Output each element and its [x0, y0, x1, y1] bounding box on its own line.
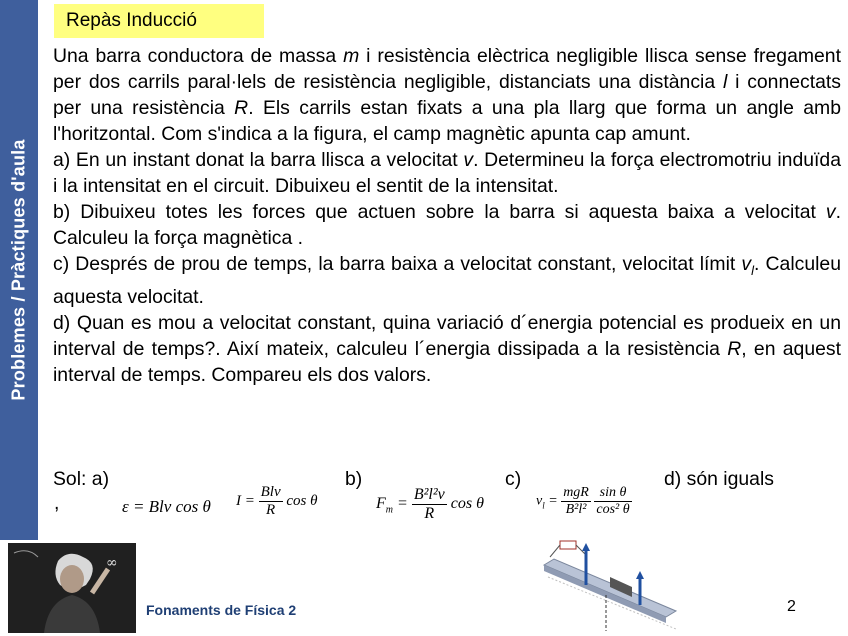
formula-limit-velocity: [536, 485, 632, 518]
title-highlight: [54, 4, 264, 38]
formula-force-numerator: B²l²v: [413, 486, 445, 503]
slide-title: Repàs Inducció: [66, 10, 197, 31]
text-segment: i connectats per una resistència: [53, 71, 841, 119]
text-segment: Una barra conductora de massa: [53, 45, 344, 67]
svg-text:∞: ∞: [106, 555, 118, 571]
sidebar: [0, 0, 38, 540]
paragraph: [53, 199, 841, 251]
solution-label: Sol: a): [53, 468, 110, 490]
formula-velocity-subscript: l: [542, 500, 545, 511]
italic-symbol: v: [741, 253, 752, 275]
formula-velocity-denominator-1: B²l²: [565, 502, 587, 517]
italic-symbol: R: [727, 337, 742, 360]
formula-current-lhs: I =: [236, 492, 255, 509]
text-segment: b) Dibuixeu totes les forces que actuen sobre la barra si aquesta baixa a velocitat: [53, 201, 826, 223]
solution-d-label: d) són iguals: [664, 468, 774, 490]
solution-c-label: c): [505, 468, 522, 490]
page-number: 2: [787, 598, 796, 615]
inclined-rails-figure: [540, 535, 680, 635]
footer-course-title: Fonaments de Física 2: [146, 602, 297, 618]
italic-symbol: v: [463, 149, 474, 171]
formula-force-fraction: [412, 486, 447, 523]
formula-force-denominator: R: [424, 505, 435, 522]
formula-emf: ε = Blv cos θ: [122, 497, 211, 516]
paragraph: [53, 147, 841, 199]
formula-velocity-equals: =: [548, 493, 558, 509]
formula-velocity-numerator-2: sin θ: [594, 485, 631, 502]
text-segment: . Calculeu aquesta velocitat.: [53, 253, 841, 308]
formula-force-equals: =: [397, 495, 408, 513]
einstein-photo: [8, 543, 136, 633]
italic-symbol: v: [825, 201, 836, 223]
text-segment: c) Després de prou de temps, la barra baixa a velocitat constant, velocitat límit: [53, 253, 742, 275]
solution-comma: ,: [54, 492, 60, 514]
formula-current-numerator: Blv: [260, 484, 281, 500]
text-segment: , en aquest interval de temps. Compareu els dos valors.: [53, 337, 841, 386]
sidebar-label: Problemes / Pràctiques d'aula: [8, 139, 29, 401]
text-segment: . Determineu la força electromotriu induïda i la intensitat en el circuit. Dibuixeu el sentit de la intensitat.: [53, 149, 841, 197]
formula-force-symbol: F: [376, 495, 386, 513]
formula-velocity-symbol: v: [536, 493, 543, 509]
formula-velocity-numerator-1: mgR: [563, 485, 589, 500]
text-segment: d) Quan es mou a velocitat constant, quina variació d´energia potencial es produeix en un interval de temps?. Així mateix, calculeu l´energia dissipada a la resistència: [53, 311, 841, 360]
text-segment: . Calculeu la força magnètica .: [53, 201, 841, 249]
italic-symbol: m: [343, 45, 360, 67]
formula-velocity-fraction-2: [594, 485, 631, 518]
italic-symbol: l: [751, 262, 755, 278]
formula-force-subscript: m: [385, 504, 394, 516]
formula-velocity-denominator-2: cos² θ: [596, 502, 630, 517]
formula-force-cos: cos θ: [450, 495, 484, 513]
text-segment: a) En un instant donat la barra llisca a velocitat: [53, 149, 464, 171]
problem-statement: [53, 43, 841, 388]
formula-current: [236, 484, 318, 519]
solution-b-label: b): [345, 468, 363, 490]
formula-magnetic-force: [376, 486, 484, 523]
formula-current-denominator: R: [266, 502, 276, 518]
text-segment: i resistència elèctrica negligible llisca sense fregament per dos carrils paral·lels de resistència negligible, distanciats una distància: [53, 45, 841, 93]
italic-symbol: R: [234, 97, 249, 119]
text-segment: . Els carrils estan fixats a una pla llarg que forma un angle amb l'horitzontal. Com s'indica a la figura, el camp magnètic apunta cap amunt.: [53, 97, 841, 145]
italic-symbol: l: [722, 71, 728, 93]
paragraph: [53, 251, 841, 310]
formula-current-fraction: [259, 484, 283, 519]
formula-current-cos: cos θ: [286, 492, 318, 509]
paragraph: [53, 310, 841, 388]
paragraph: [53, 43, 841, 147]
formula-velocity-fraction-1: [561, 485, 591, 518]
